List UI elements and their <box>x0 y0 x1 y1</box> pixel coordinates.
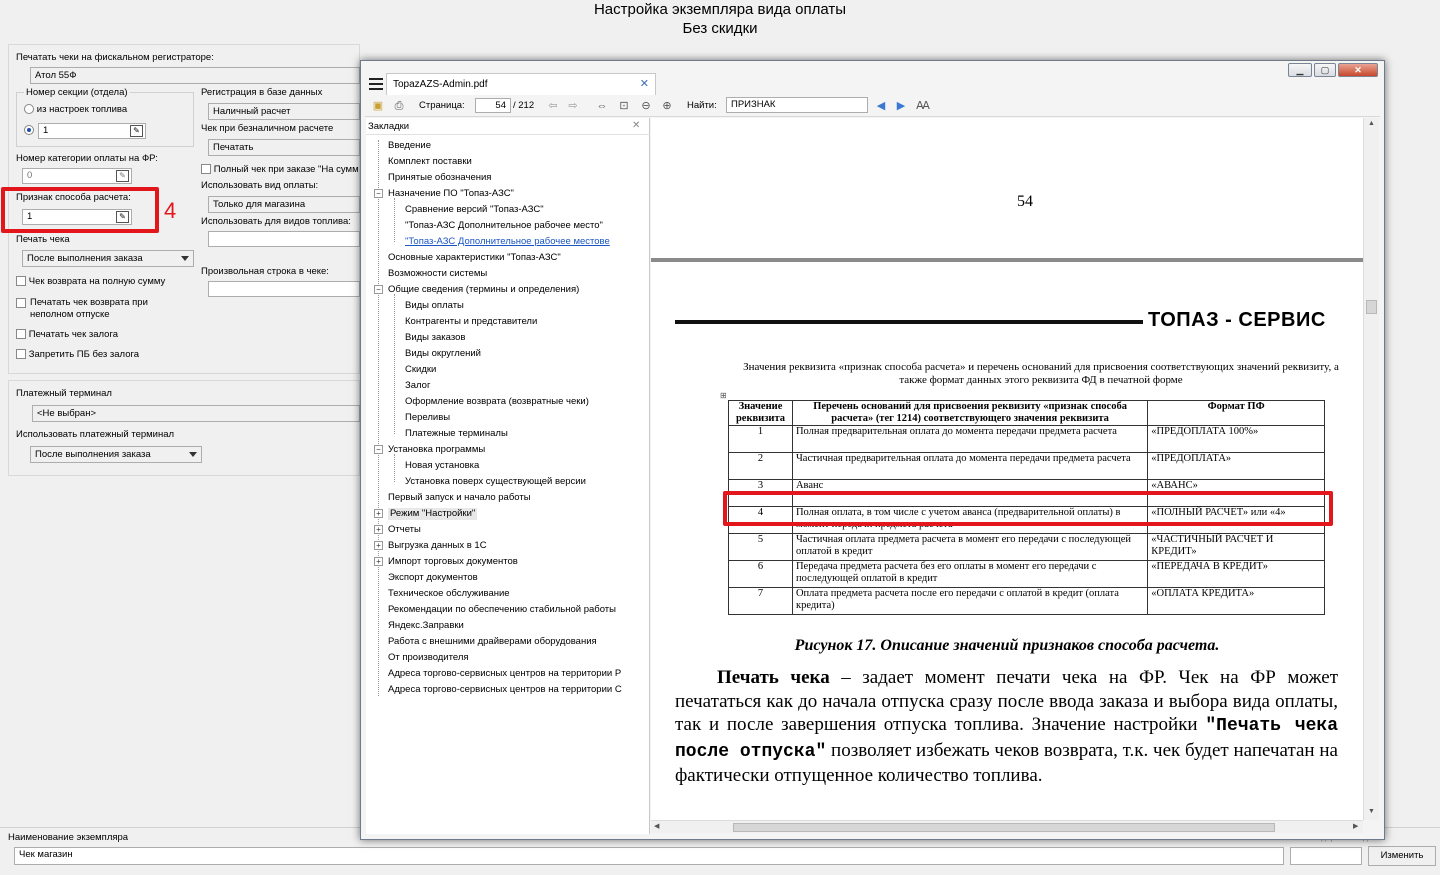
fiscal-device-value: Атол 55Ф <box>35 70 77 81</box>
window-title: Настройка экземпляра вида оплаты <box>593 1 847 18</box>
instance-name-label: Наименование экземпляра <box>8 832 129 843</box>
bookmark-item[interactable]: Сравнение версий "Топаз-АЗС" <box>405 204 544 215</box>
bookmark-item[interactable]: Техническое обслуживание <box>388 588 510 599</box>
forbid-pb-label: Запретить ПБ без залога <box>28 349 140 360</box>
table-cell: «ПРЕДОПЛАТА 100%» <box>1148 426 1325 453</box>
table-header-row <box>729 401 1325 426</box>
spin-edit-icon[interactable]: ✎ <box>116 211 129 223</box>
bookmarks-panel <box>366 118 650 834</box>
spin-edit-icon[interactable]: ✎ <box>116 170 129 182</box>
noncash-check-value: Печатать <box>213 142 254 153</box>
bookmark-item[interactable]: Виды заказов <box>405 332 466 343</box>
bookmark-item[interactable]: Импорт торговых документов <box>388 556 518 567</box>
print-check-combo[interactable] <box>22 250 194 267</box>
print-check-value: После выполнения заказа <box>27 253 143 264</box>
bookmark-item[interactable]: Адреса торгово-сервисных центров на территории С <box>388 684 622 695</box>
scroll-down-icon[interactable]: ▼ <box>1368 808 1375 815</box>
horizontal-scrollbar[interactable] <box>651 820 1363 833</box>
bookmark-item[interactable]: Назначение ПО "Топаз-АЗС" <box>388 188 514 199</box>
figure-caption: Рисунок 17. Описание значений признаков способа расчета. <box>794 637 1220 654</box>
fiscal-device-combo[interactable] <box>30 67 360 84</box>
scroll-left-icon[interactable]: ◀ <box>654 823 660 830</box>
fuel-types-label: Использовать для видов топлива: <box>201 216 351 227</box>
instance-name-input[interactable] <box>14 847 1284 865</box>
bookmark-item[interactable]: Введение <box>388 140 432 151</box>
section-value-text: 1 <box>43 125 49 136</box>
return-full-label: Чек возврата на полную сумму <box>28 276 166 287</box>
scroll-up-icon[interactable]: ▲ <box>1368 120 1375 127</box>
bookmark-item[interactable]: Основные характеристики "Топаз-АЗС" <box>388 252 561 263</box>
table-cell: Частичная предварительная оплата до момента передачи предмета расчета <box>792 453 1147 480</box>
table-header-cell: Перечень оснований для присвоения реквизиту «признак способа расчета» (тег 1214) соответствующего значения реквизита <box>792 401 1147 426</box>
table-cell: 6 <box>729 561 793 588</box>
brand-rule <box>675 320 1143 324</box>
find-label: Найти: <box>687 100 717 111</box>
table-header-cell: Формат ПФ <box>1148 401 1325 426</box>
find-next-icon[interactable]: ▶ <box>896 100 906 112</box>
section-group-label: Номер секции (отдела) <box>26 87 128 98</box>
table-cell: «ОПЛАТА КРЕДИТА» <box>1148 588 1325 615</box>
table-cell: 1 <box>729 426 793 453</box>
table-row <box>729 453 1325 480</box>
prev-page-icon[interactable]: ⇦ <box>548 100 558 112</box>
section-from-fuel-radio[interactable] <box>24 104 34 114</box>
bookmark-item[interactable]: Установка поверх существующей версии <box>405 476 586 487</box>
bookmark-item[interactable]: Виды округлений <box>405 348 481 359</box>
custom-line-input[interactable] <box>208 281 360 297</box>
bookmark-item[interactable]: Адреса торгово-сервисных центров на территории Р <box>388 668 622 679</box>
maximize-button[interactable]: ▢ <box>1314 63 1336 77</box>
expand-icon[interactable]: + <box>374 525 383 534</box>
section-value-option[interactable] <box>24 125 34 136</box>
bookmark-item[interactable]: Выгрузка данных в 1С <box>388 540 487 551</box>
full-check-option[interactable] <box>201 164 360 176</box>
viewer-toolbar <box>365 95 1380 117</box>
bookmark-item[interactable]: Комплект поставки <box>388 156 472 167</box>
deposit-label: Печатать чек залога <box>28 329 119 340</box>
return-full-checkbox[interactable] <box>16 276 26 286</box>
window-controls <box>1288 61 1380 79</box>
return-partial-checkbox[interactable] <box>16 298 26 308</box>
page-current: 54 <box>495 100 506 111</box>
h-scroll-thumb[interactable] <box>733 823 1275 832</box>
collapse-icon[interactable]: − <box>374 445 383 454</box>
table-cell: 7 <box>729 588 793 615</box>
table-cell: «ПОЛНЫЙ РАСЧЕТ» или «4» <box>1148 507 1325 534</box>
forbid-pb-option[interactable] <box>16 349 139 361</box>
return-partial-option[interactable] <box>16 297 176 321</box>
table-cell: «ПРЕДОПЛАТА» <box>1148 453 1325 480</box>
table-anchor-icon: ⊞ <box>720 391 727 400</box>
print-check-label: Печать чека <box>16 234 70 245</box>
close-button[interactable]: ✕ <box>1338 63 1378 77</box>
bookmark-item[interactable]: "Топаз-АЗС Дополнительное рабочее местове <box>405 236 610 247</box>
section-from-fuel-option[interactable] <box>24 104 127 116</box>
payment-category-label: Номер категории оплаты на ФР: <box>16 153 158 164</box>
fit-page-icon[interactable]: ⊡ <box>619 100 629 112</box>
page-gap <box>651 258 1363 262</box>
doc-page-number: 54 <box>1017 193 1033 210</box>
chevron-down-icon <box>181 256 189 261</box>
bookmark-item[interactable]: Виды оплаты <box>405 300 464 311</box>
next-page-icon[interactable]: ⇨ <box>568 100 578 112</box>
bookmarks-divider <box>366 134 650 135</box>
zoom-out-icon[interactable]: ⊖ <box>641 100 651 112</box>
deposit-checkbox[interactable] <box>16 329 26 339</box>
table-cell: 2 <box>729 453 793 480</box>
window-title-bar <box>0 0 1440 40</box>
change-button-label: Изменить <box>1380 850 1424 861</box>
bookmark-item[interactable]: Яндекс.Заправки <box>388 620 464 631</box>
tree-guide <box>378 140 379 696</box>
full-check-checkbox[interactable] <box>201 164 211 174</box>
table-row <box>729 426 1325 453</box>
payment-method-text: 1 <box>27 211 33 222</box>
collapse-icon[interactable]: − <box>374 285 383 294</box>
bookmark-item[interactable]: Платежные терминалы <box>405 428 508 439</box>
expand-icon[interactable]: + <box>374 509 383 518</box>
document-tab-title: TopazAZS-Admin.pdf <box>393 79 488 90</box>
bookmark-item[interactable]: Режим "Настройки" <box>390 508 476 519</box>
table-cell: «АВАНС» <box>1148 480 1325 507</box>
bookmark-item[interactable]: От производителя <box>388 652 469 663</box>
table-cell: «ПЕРЕДАЧА В КРЕДИТ» <box>1148 561 1325 588</box>
table-cell: Оплата предмета расчета после его передачи с оплатой в кредит (оплата кредита) <box>792 588 1147 615</box>
annotation-number: 4 <box>164 198 177 223</box>
print-icon[interactable]: ⎙ <box>394 100 404 112</box>
para-term-2: "Печать чека после отпуска" <box>675 716 1338 762</box>
page-total: / 212 <box>513 100 535 111</box>
table-cell: 5 <box>729 534 793 561</box>
close-tab-icon[interactable]: ✕ <box>639 78 649 90</box>
tree-guide <box>394 454 395 482</box>
deposit-option[interactable] <box>16 329 118 341</box>
fuel-types-input[interactable] <box>208 231 360 247</box>
table-cell: Полная предварительная оплата до момента передачи предмета расчета <box>792 426 1147 453</box>
find-value: ПРИЗНАК <box>731 99 776 110</box>
table-caption: Значения реквизита «признак способа расчета» и перечень оснований для присвоения соответствующих значений реквизиту, а также формат данных этого реквизита ФД в печатной форме <box>743 361 1339 386</box>
custom-line-label: Произвольная строка в чеке: <box>201 266 329 277</box>
terminal-combo[interactable] <box>32 405 360 422</box>
payment-category-text: 0 <box>27 170 33 181</box>
bookmark-item[interactable]: Принятые обозначения <box>388 172 492 183</box>
bookmark-item[interactable]: Работа с внешними драйверами оборудования <box>388 636 597 647</box>
close-bookmarks-icon[interactable]: ✕ <box>632 120 641 131</box>
tree-guide <box>394 294 395 434</box>
page-label: Страница: <box>419 100 465 111</box>
return-partial-label: Печатать чек возврата при неполном отпуске <box>30 297 148 320</box>
payment-method-input[interactable] <box>22 209 132 225</box>
return-full-option[interactable] <box>16 276 165 288</box>
table-cell: Частичная оплата предмета расчета в момент его передачи с последующей оплатой в кредит <box>792 534 1147 561</box>
table-cell: Передача предмета расчета без его оплаты в момент его передачи с последующей оплатой в кредит <box>792 561 1147 588</box>
collapse-icon[interactable]: − <box>374 189 383 198</box>
menu-icon[interactable] <box>369 78 383 90</box>
bookmark-item[interactable]: Контрагенты и представители <box>405 316 538 327</box>
para-term: Печать чека <box>717 667 830 688</box>
forbid-pb-checkbox[interactable] <box>16 349 26 359</box>
spin-edit-icon[interactable]: ✎ <box>130 125 143 137</box>
db-reg-combo[interactable] <box>208 103 360 120</box>
vertical-scrollbar[interactable] <box>1363 118 1379 820</box>
find-prev-icon[interactable]: ◀ <box>876 100 886 112</box>
section-value-radio[interactable] <box>24 125 34 135</box>
open-folder-icon[interactable]: ▣ <box>372 100 384 112</box>
scroll-right-icon[interactable]: ▶ <box>1353 823 1359 830</box>
use-terminal-value: После выполнения заказа <box>35 449 151 460</box>
terminal-value: <Не выбран> <box>37 408 97 419</box>
instance-name-text: Чек магазин <box>19 849 73 860</box>
bookmark-item[interactable]: Оформление возврата (возвратные чеки) <box>405 396 589 407</box>
bookmark-item[interactable]: Первый запуск и начало работы <box>388 492 531 503</box>
table-row <box>729 534 1325 561</box>
zoom-in-icon[interactable]: ⊕ <box>662 100 672 112</box>
change-button[interactable] <box>1368 846 1436 866</box>
payment-method-label: Признак способа расчета: <box>16 192 131 203</box>
noncash-check-label: Чек при безналичном расчете <box>201 123 334 134</box>
section-value-input[interactable] <box>38 123 146 139</box>
bookmark-item[interactable]: Залог <box>405 380 431 391</box>
document-tab[interactable] <box>386 73 656 95</box>
bookmark-item[interactable]: "Топаз-АЗС Дополнительное рабочее место" <box>405 220 603 231</box>
table-row <box>729 588 1325 615</box>
doc-paragraph <box>675 666 1338 788</box>
expand-icon[interactable]: + <box>374 541 383 550</box>
bookmark-item[interactable]: Отчеты <box>388 524 421 535</box>
bookmark-item[interactable]: Скидки <box>405 364 437 375</box>
bookmark-item[interactable]: Общие сведения (термины и определения) <box>388 284 580 295</box>
minimize-button[interactable]: ▁ <box>1288 63 1312 77</box>
find-input[interactable] <box>726 97 868 113</box>
bookmark-item[interactable]: Установка программы <box>388 444 486 455</box>
page-input[interactable] <box>475 98 511 113</box>
expand-icon[interactable]: + <box>374 557 383 566</box>
para-text-1: – задает момент печати чека на ФР. Чек на ФР может печататься как до начала отпуска сразу после ввода заказа и выбора вида оплаты, так и после завершения отпуска топлива. Значение настройки <box>675 667 1338 735</box>
payment-category-input[interactable] <box>22 168 132 184</box>
bookmark-item[interactable]: Новая установка <box>405 460 480 471</box>
brand-title: ТОПАЗ - СЕРВИС <box>1148 309 1326 331</box>
use-payment-combo[interactable] <box>208 196 360 213</box>
scroll-thumb[interactable] <box>1366 300 1377 314</box>
table-cell: Аванс <box>792 480 1147 507</box>
full-check-label: Полный чек при заказе "На сумм <box>213 164 359 175</box>
db-reg-label: Регистрация в базе данных <box>201 87 323 98</box>
highlight-row-4 <box>723 491 1333 526</box>
table-header-cell: Значение реквизита <box>729 401 793 426</box>
document-pane[interactable] <box>651 118 1363 820</box>
bookmark-item[interactable]: Экспорт документов <box>388 572 478 583</box>
bookmarks-title: Закладки <box>368 121 410 132</box>
fit-width-icon[interactable]: ⇔ <box>596 100 608 112</box>
bookmark-item[interactable]: Переливы <box>405 412 451 423</box>
terminal-label: Платежный терминал <box>16 388 112 399</box>
table-row <box>729 561 1325 588</box>
fiscal-print-label: Печатать чеки на фискальном регистраторе: <box>16 52 214 63</box>
db-reg-value: Наличный расчет <box>213 106 291 117</box>
bookmark-item[interactable]: Рекомендации по обеспечению стабильной работы <box>388 604 616 615</box>
section-from-fuel-label: из настроек топлива <box>36 104 128 115</box>
use-payment-value: Только для магазина <box>213 199 306 210</box>
bookmark-item[interactable]: Возможности системы <box>388 268 488 279</box>
use-payment-label: Использовать вид оплаты: <box>201 180 319 191</box>
use-terminal-combo[interactable] <box>30 446 202 463</box>
code-input[interactable] <box>1290 847 1362 865</box>
para-text-2: позволяет избежать чеков возврата, т.к. чек будет напечатан на фактически отпущенное количество топлива. <box>675 739 1338 786</box>
table-cell: Полная оплата, в том числе с учетом аванса (предварительной оплаты) в момент передачи предмета расчета <box>792 507 1147 534</box>
use-terminal-label: Использовать платежный терминал <box>16 429 175 440</box>
table-cell: 3 <box>729 480 793 507</box>
table-cell: 4 <box>729 507 793 534</box>
table-cell: «ЧАСТИЧНЫЙ РАСЧЕТ И КРЕДИТ» <box>1148 534 1325 561</box>
tree-guide <box>394 198 395 242</box>
chevron-down-icon <box>189 452 197 457</box>
noncash-check-combo[interactable] <box>208 139 360 156</box>
match-case-icon[interactable]: Ꜳ <box>916 100 930 112</box>
window-subtitle: Без скидки <box>682 20 758 37</box>
